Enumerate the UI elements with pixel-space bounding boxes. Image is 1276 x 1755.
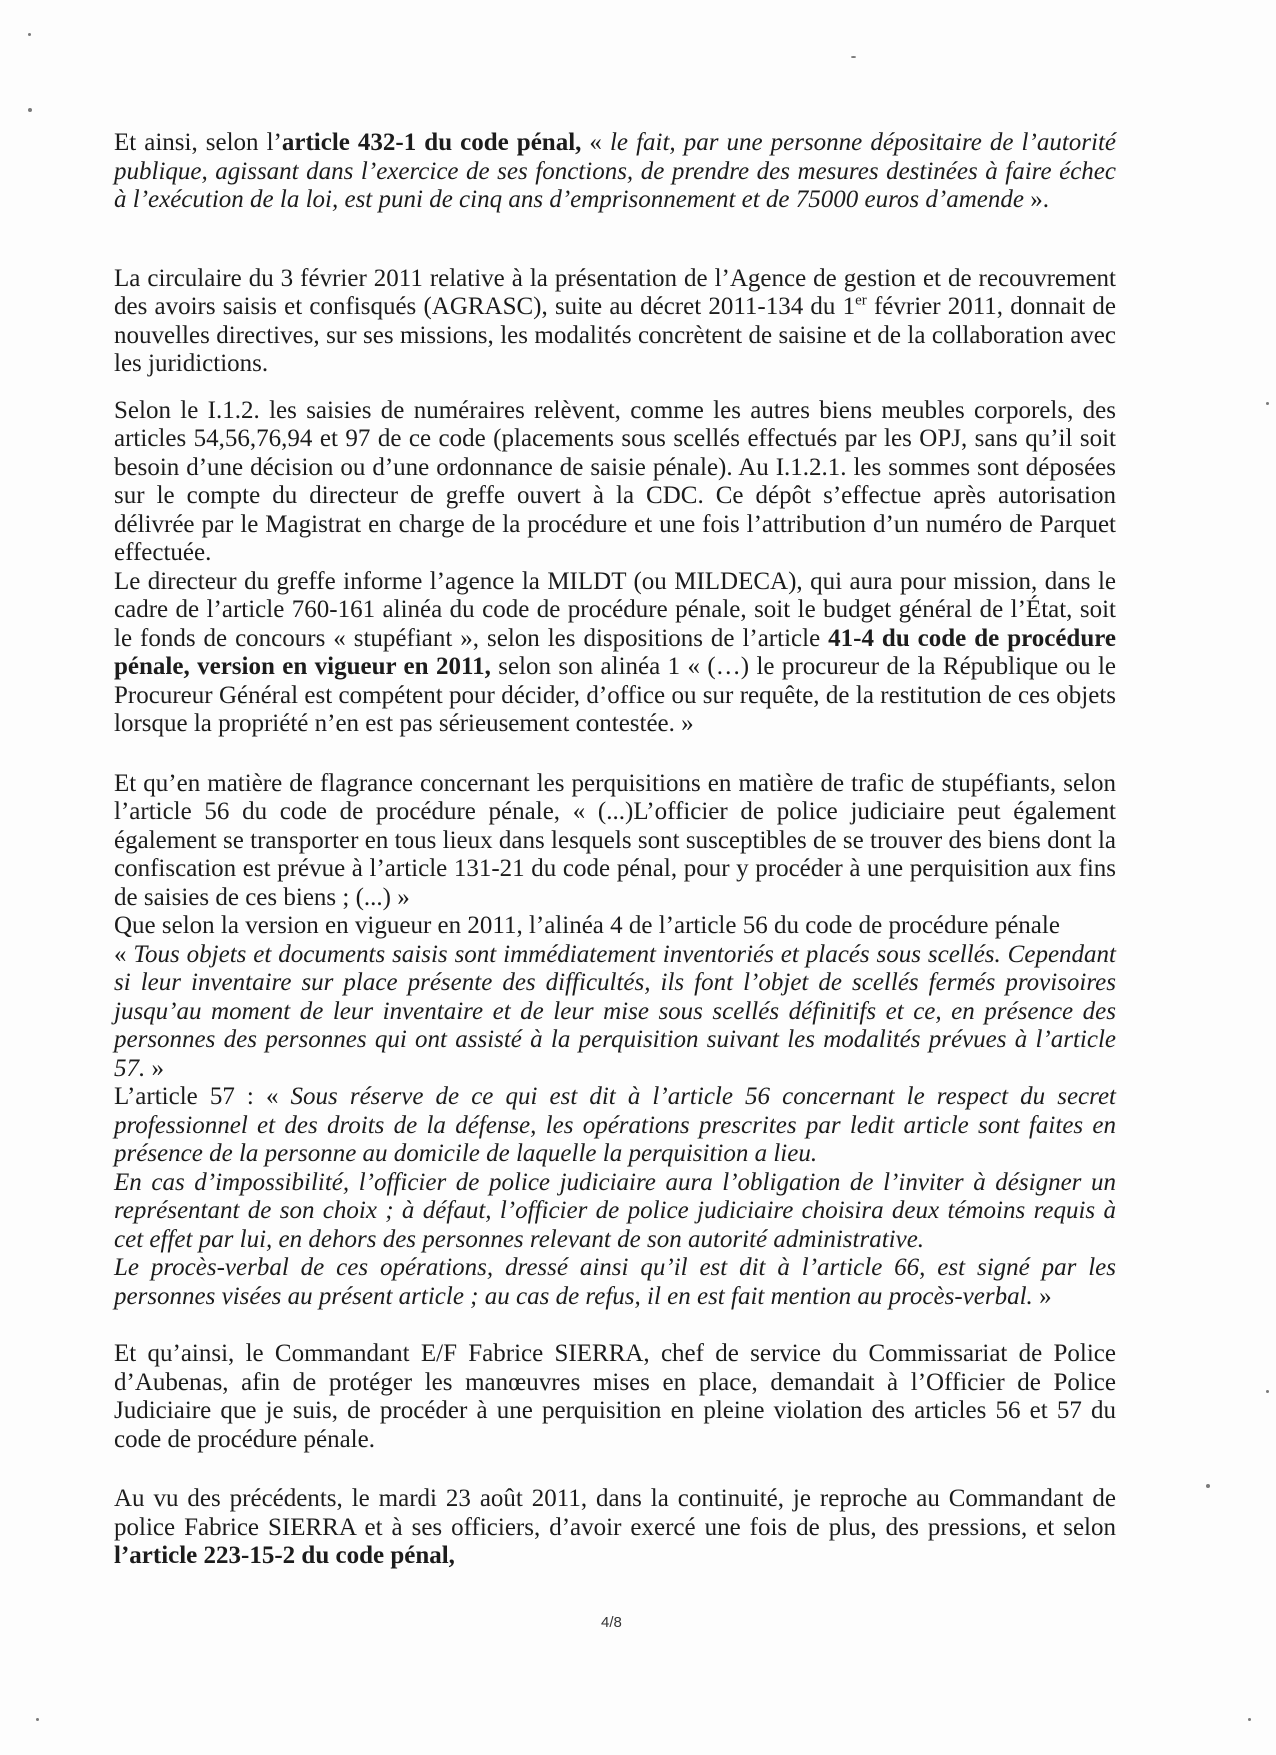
italic-quotation: Tous objets et documents saisis sont immédiatement inventoriés et placés sous scellés. Cependant si leur inventaire sur place présente des difficultés, ils font l’objet de scellés fermés provisoires jusqu’au moment de leur inventaire et de leur mise sous scellés définitifs et ce, en présence des personnes des personnes qui ont assisté à la perquisition suivant les modalités prévues à l’article 57. (114, 940, 1116, 1082)
bold-legal-reference: article 432-1 du code pénal, (281, 129, 582, 156)
scan-speck (36, 1718, 39, 1721)
paragraph-article-57-proces-verbal (114, 1254, 1116, 1311)
paragraph-article-57-impossibilite (114, 1169, 1116, 1255)
text-run: Selon le I.1.2. les saisies de numéraires relèvent, comme les autres biens meubles corporels, des articles 54,56,76,94 et 97 de ce code (placements sous scellés effectués par les OPJ, sans qu’il soit besoin d’une décision ou d’une ordonnance de saisie pénale). Au I.1.2.1. les sommes sont déposées sur le compte du directeur de greffe ouvert à la CDC. Ce dépôt s’effectue après autorisation délivrée par le Magistrat en charge de la procédure et une fois l’attribution d’un numéro de Parquet effectuée. (114, 396, 1116, 566)
italic-quotation: le fait, par une personne dépositaire de l’autorité publique, agissant dans l’exercice de ses fonctions, de prendre des mesures destinées à faire échec à l’exécution de la loi, est puni de cinq ans d’emprisonnement et de 75000 euros d’amende (114, 129, 1116, 213)
paragraph-circulaire-agrasc (114, 265, 1116, 379)
page-number: 4/8 (601, 1614, 622, 1631)
text-run: Et ainsi, selon l’ (114, 129, 282, 156)
paragraph-reproche-23-aout (114, 1485, 1116, 1571)
paragraph-alinea-4 (114, 912, 1116, 941)
paragraph-article-57 (114, 1083, 1116, 1169)
text-run: ». (1023, 186, 1049, 213)
text-run: Et qu’ainsi, le Commandant E/F Fabrice SIERRA, chef de service du Commissariat de Police d’Aubenas, afin de protéger les manœuvres mises en place, demandait à l’Officier de Police Judiciaire que je suis, de procéder à une perquisition en pleine violation des articles 56 et 57 du code de procédure pénale. (114, 1340, 1116, 1453)
text-run: L’article 57 : « (114, 1083, 291, 1110)
text-run: Que selon la version en vigueur en 2011, l’alinéa 4 de l’article 56 du code de procédure pénale (114, 912, 1060, 939)
text-run: Au vu des précédents, le mardi 23 août 2011, dans la continuité, je reproche au Commandant de police Fabrice SIERRA et à ses officiers, d’avoir exercé une fois de plus, des pressions, et selon (114, 1485, 1116, 1541)
text-run: « (114, 940, 134, 968)
italic-quotation: Sous réserve de ce qui est dit à l’article 56 concernant le respect du secret professionnel et des droits de la défense, les opérations prescrites par ledit article sont faites en présence de la personne au domicile de laquelle la perquisition a lieu. (114, 1083, 1117, 1167)
bold-legal-reference: 41-4 du code de procédure pénale, version en vigueur en 2011, (114, 624, 1116, 680)
document-body (114, 129, 1116, 1571)
paragraph-commandant-sierra (114, 1340, 1116, 1454)
text-run: Le directeur du greffe informe l’agence la MILDT (ou MILDECA), qui aura pour mission, dans le cadre de l’article 760-161 alinéa du code de procédure pénale, soit le budget général de l’État, soit le fonds de concours « stupéfiant », selon les dispositions de l’article (114, 567, 1116, 652)
ordinal-superscript: er (855, 292, 867, 309)
scan-speck (28, 108, 32, 112)
scan-speck (1266, 402, 1269, 405)
paragraph-flagrance-article-56 (114, 770, 1116, 913)
italic-quotation: En cas d’impossibilité, l’officier de police judiciaire aura l’obligation de l’inviter à désigner un représentant de son choix ; à défaut, l’officier de police judiciaire choisira deux témoins requis à cet effet par lui, en dehors des personnes relevant de son autorité administrative. (114, 1168, 1116, 1253)
paragraph-saisies-numeraires (114, 397, 1116, 568)
italic-quotation: Le procès-verbal de ces opérations, dressé ainsi qu’il est dit à l’article 66, est signé par les personnes visées au présent article ; au cas de refus, il en est fait mention au procès-verbal. (114, 1254, 1116, 1310)
text-run: » (1032, 1282, 1052, 1310)
text-run: selon son alinéa 1 « (…) le procureur de la République ou le Procureur Général est compétent pour décider, d’office ou sur requête, de la restitution de ces objets lorsque la propriété n’en est pas sérieusement contestée. » (114, 653, 1116, 737)
scan-speck (1266, 1390, 1269, 1393)
paragraph-directeur-greffe (114, 568, 1116, 739)
paragraph-article-432-1 (114, 129, 1116, 215)
scan-speck (1206, 1484, 1210, 1488)
text-run: » (145, 1054, 164, 1082)
scan-speck (1248, 1718, 1251, 1721)
paragraph-quote-article-56 (114, 941, 1116, 1084)
bold-legal-reference: l’article 223-15-2 du code pénal, (114, 1542, 455, 1569)
scan-speck (28, 33, 31, 36)
text-run: « (581, 129, 610, 156)
text-run: février 2011, donnait de nouvelles directives, sur ses missions, les modalités concrètent de saisine et de la collaboration avec les juridictions. (114, 293, 1116, 377)
scan-speck (851, 56, 856, 58)
text-run: Et qu’en matière de flagrance concernant les perquisitions en matière de trafic de stupéfiants, selon l’article 56 du code de procédure pénale, « (...)L’officier de police judiciaire peut également également se transporter en tous lieux dans lesquels sont susceptibles de se trouver des biens dont la confiscation est prévue à l’article 131-21 du code pénal, pour y procéder à une perquisition aux fins de saisies de ces biens ; (...) » (114, 769, 1116, 911)
text-run: La circulaire du 3 février 2011 relative à la présentation de l’Agence de gestion et de recouvrement des avoirs saisis et confisqués (AGRASC), suite au décret 2011-134 du 1 (114, 264, 1116, 320)
